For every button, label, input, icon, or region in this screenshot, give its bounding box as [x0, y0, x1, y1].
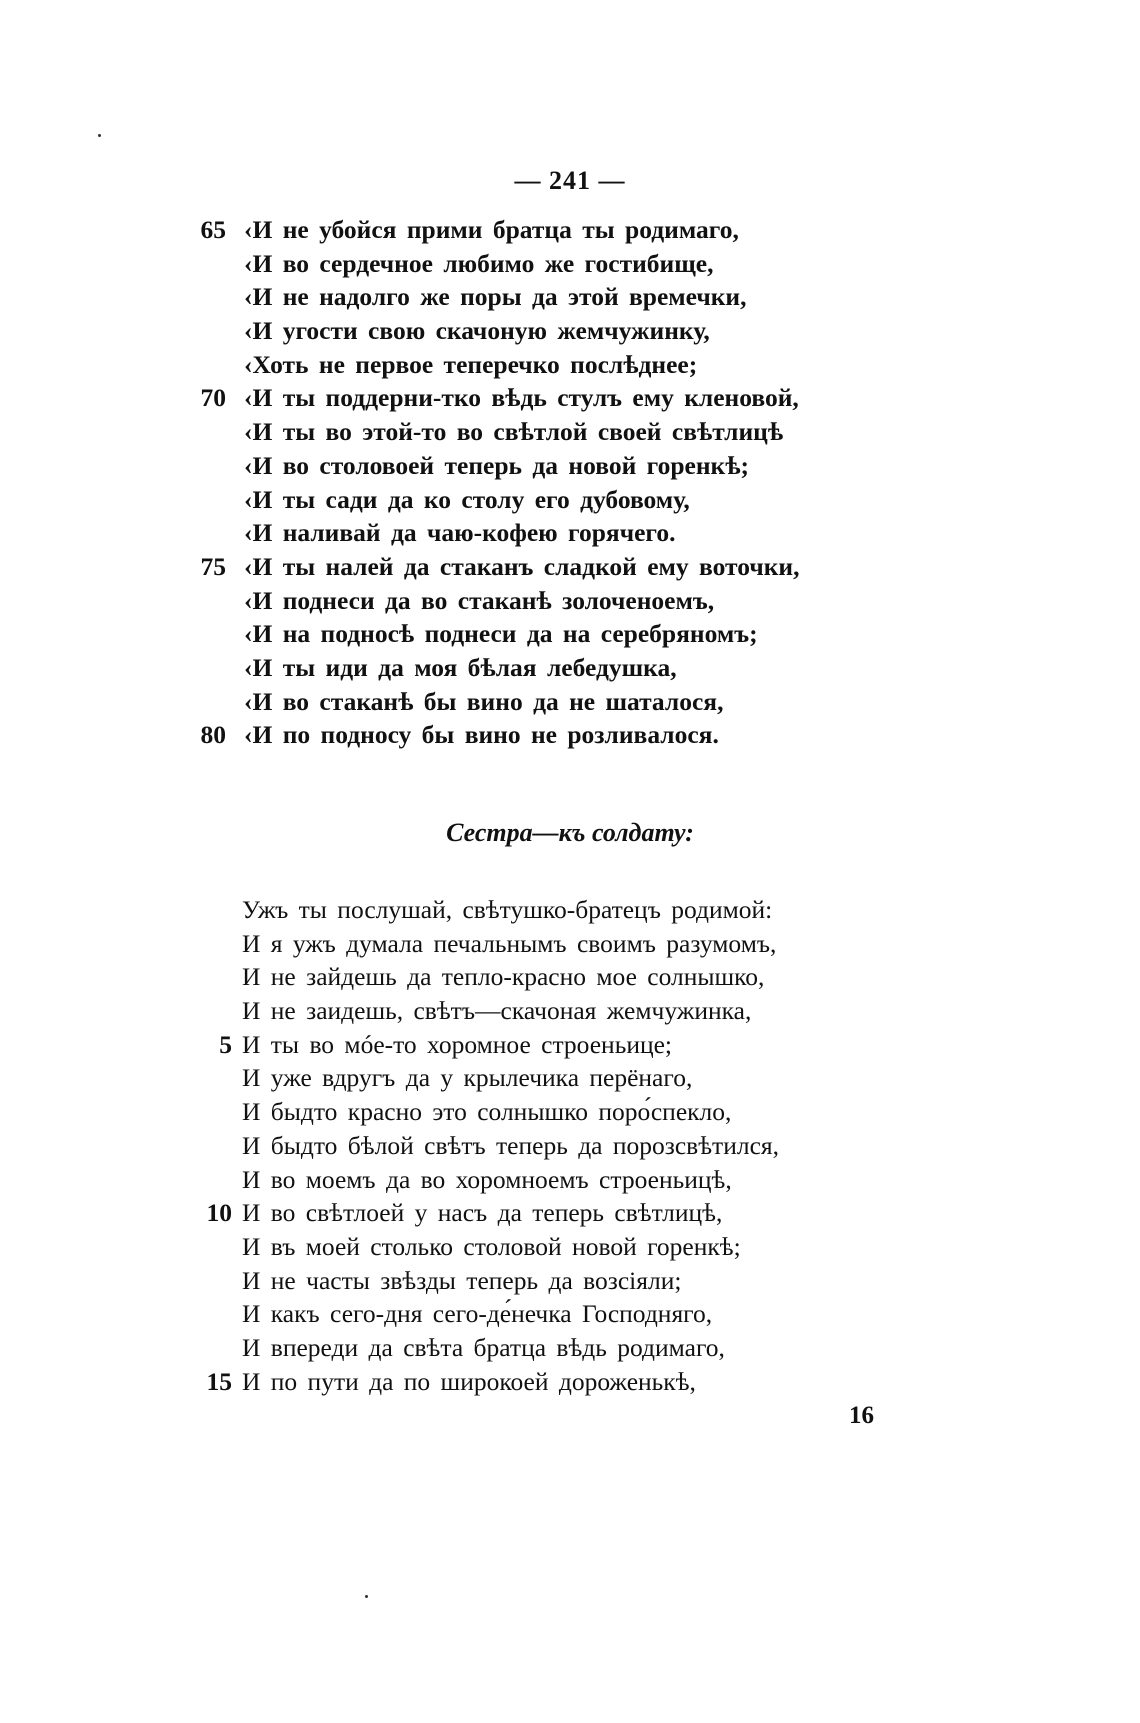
line-number: 80	[200, 720, 226, 750]
poem-line	[0, 1028, 1140, 1062]
line-text: ‹И не убойся прими братца ты родимаго,	[244, 215, 739, 244]
poem-line	[0, 348, 1140, 382]
line-number: 10	[206, 1198, 232, 1228]
line-text: И ты во мóе-то хоромное строеньице;	[242, 1029, 673, 1059]
poem-line	[0, 927, 1140, 961]
line-text: Ужъ ты послушай, свѣтушко-братецъ родимой:	[242, 895, 773, 924]
poem-line	[0, 381, 1140, 415]
line-number: 15	[206, 1366, 232, 1396]
line-text: ‹И поднеси да во стаканѣ золоченоемъ,	[244, 585, 715, 615]
line-text: И въ моей столько столовой новой горенкѣ;	[242, 1231, 741, 1261]
line-text: И не часты звѣзды теперь да возсіяли;	[242, 1265, 682, 1295]
line-text: ‹Хоть не первое теперечко послѣднее;	[244, 349, 698, 379]
poem-line	[0, 415, 1140, 449]
poem-line	[0, 213, 1140, 247]
line-number: 70	[200, 383, 226, 413]
poem-line	[0, 449, 1140, 483]
poem-line	[0, 280, 1140, 314]
line-text: ‹И угости свою скачоную жемчужинку,	[244, 316, 710, 346]
line-number: 5	[219, 1029, 232, 1059]
poem-line	[0, 685, 1140, 719]
printer-signature-mark: 16	[849, 1402, 874, 1429]
line-text: И быдто бѣлой свѣтъ теперь да порозсвѣтился,	[242, 1130, 779, 1160]
line-text: ‹И не надолго же поры да этой времечки,	[244, 282, 747, 312]
line-text: И я ужъ думала печальнымъ своимъ разумомъ,	[242, 928, 777, 958]
line-text: ‹И ты иди да моя бѣлая лебедушка,	[244, 652, 677, 682]
line-text: ‹И во сердечное любимо же гостибище,	[244, 248, 714, 278]
poem-line	[0, 1163, 1140, 1197]
line-text: ‹И ты сади да ко столу его дубовому,	[244, 484, 690, 514]
poem-line	[0, 516, 1140, 550]
poem-line	[0, 1264, 1140, 1298]
poem-line	[0, 617, 1140, 651]
poem-line	[0, 1297, 1140, 1331]
page-number: — 241 —	[514, 166, 626, 195]
poem-line	[0, 651, 1140, 685]
poem-line	[0, 960, 1140, 994]
poem-line	[0, 1230, 1140, 1264]
line-text: ‹И по подносу бы вино не розливалося.	[244, 720, 719, 750]
line-text: ‹И ты во этой-то во свѣтлой своей свѣтлицѣ	[244, 417, 784, 447]
line-text: ‹И наливай да чаю-кофею горячего.	[244, 518, 676, 548]
poem-line	[0, 247, 1140, 281]
poem-line	[0, 994, 1140, 1028]
poem-stanza-1	[0, 213, 1140, 752]
line-number: 65	[200, 215, 226, 244]
poem-line	[0, 584, 1140, 618]
line-number: 75	[200, 551, 226, 581]
line-text: И не зайдешь да тепло-красно мое солнышко,	[242, 962, 765, 992]
line-text: ‹И ты налей да стаканъ сладкой ему воточки,	[244, 551, 800, 581]
line-text: И быдто красно это солнышко поро́спекло,	[242, 1097, 732, 1127]
poem-line	[0, 1365, 1140, 1399]
line-text: И уже вдругъ да у крылечика перёнаго,	[242, 1063, 693, 1093]
line-text: И какъ сего-дня сего-де́нечка Господняго,	[242, 1299, 713, 1329]
poem-line	[0, 1129, 1140, 1163]
poem-line	[0, 1331, 1140, 1365]
poem-stanza-2	[0, 893, 1140, 1398]
line-text: И не заидешь, свѣтъ—скачоная жемчужинка,	[242, 996, 752, 1026]
line-text: И во свѣтлоей у насъ да теперь свѣтлицѣ,	[242, 1198, 723, 1228]
line-text: ‹И во стаканѣ бы вино да не шаталося,	[244, 686, 724, 716]
line-text: ‹И во столовоей теперь да новой горенкѣ;	[244, 450, 750, 480]
poem-line	[0, 1061, 1140, 1095]
print-speck	[98, 134, 101, 137]
poem-line	[0, 1095, 1140, 1129]
poem-line	[0, 1196, 1140, 1230]
poem-line	[0, 483, 1140, 517]
section-heading: Сестра—къ солдату:	[446, 818, 694, 847]
line-text: ‹И на подносѣ поднеси да на серебряномъ;	[244, 619, 758, 649]
line-text: ‹И ты поддерни-тко вѣдь стулъ ему кленовой,	[244, 383, 799, 413]
poem-line	[0, 314, 1140, 348]
line-text: И впереди да свѣта братца вѣдь родимаго,	[242, 1332, 725, 1362]
poem-line	[0, 550, 1140, 584]
print-speck	[365, 1595, 368, 1598]
line-text: И по пути да по широкоей дороженькѣ,	[242, 1366, 696, 1396]
poem-line	[0, 893, 1140, 927]
poem-line	[0, 718, 1140, 752]
line-text: И во моемъ да во хоромноемъ строеньицѣ,	[242, 1164, 732, 1194]
